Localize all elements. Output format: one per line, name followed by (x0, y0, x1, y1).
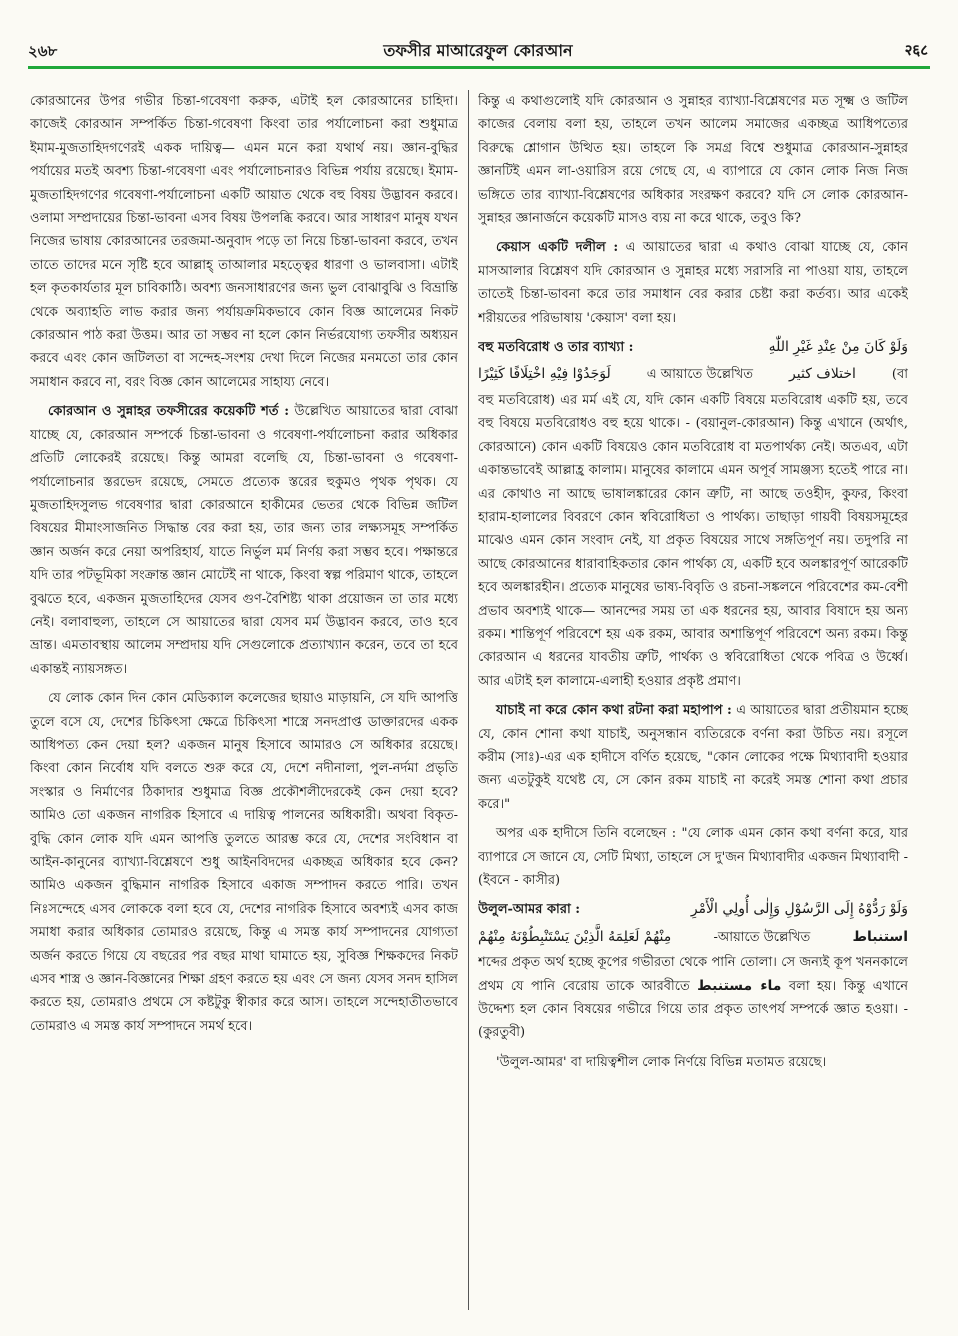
right-paragraph-2-body: এ আয়াতের দ্বারা এ কথাও বোঝা যাচ্ছে যে, কোন মাসআলার বিশ্লেষণ যদি কোরআন ও সুন্নাহর মধ্যে সরাসরি না পাওয়া যায়, তাহলে তাতেই চিন্তা-ভাবনা করে তার সমাধান বের করার চেষ্টা করা কর্তব্য। আর একেই শরীয়তের পরিভাষায় 'কেয়াস' বলা হয়। (478, 240, 908, 326)
arabic-verse-2a: وَلَوْ رَدُّوْهُ إِلَى الرَّسُوْلِ وَإِلٰى أُولِي الْأَمْرِ (690, 901, 908, 918)
verse-mid-text-2: -আয়াতে উল্লেখিত (713, 929, 811, 945)
running-title: তফসীর মাআরেফুল কোরআন (383, 41, 573, 60)
verse-row-1 (478, 336, 908, 359)
page-number-right: २६८ (904, 41, 928, 59)
left-column (30, 90, 458, 1310)
arabic-verse-2b: مِنْهُمْ لَعَلِمَهُ الَّذِيْنَ يَسْتَنْبِطُوْنَهُ مِنْهُمْ (478, 928, 672, 945)
heading-rumor: যাচাই না করে কোন কথা রটনা করা মহাপাপ : (496, 703, 732, 719)
right-paragraph-3: বহু মতবিরোধ) এর মর্ম এই যে, যদি কোন একটি বিষয়ে মতবিরোধ একটি হয়, তবে বহু বিষয়ে মতবিরোধও বহু হয়ে থাকে। - (বয়ানুল-কোরআন) কিন্তু এখানে (অর্থাৎ, কোরআনে) কোন একটি বিষয়েও কোন মতবিরোধ বা মতপার্থক্য নেই। অতএব, এটা একান্তভাবেই আল্লাহ্র কালাম। মানুষের কালামে এমন অপূর্ব সামঞ্জস্য হতেই পারে না। এর কোথাও না আছে ভাষালঙ্কারের কোন ত্রুটি, না আছে তওহীদ, কুফর, কিংবা হারাম-হালালের বিবরণে কোন স্ববিরোধিতা ও পার্থক্য। তাছাড়া গায়বী বিষয়সমূহের মাঝেও এমন কোন সংবাদ নেই, যা প্রকৃত বিষয়ের সাথে সঙ্গতিপূর্ণ নয়। তদুপরি না আছে কোরআনের ধারাবাহিকতার কোন পার্থক্য যে, একটি হবে অলঙ্কারপূর্ণ আরেকটি হবে অলঙ্কারহীন। প্রত্যেক মানুষের ভাষ্য-বিবৃতি ও রচনা-সঙ্কলনে পরিবেশের কম-বেশী প্রভাব অবশ্যই থাকে— আনন্দের সময় তা এক ধরনের হয়, আবার বিষাদে হয় অন্য রকম। শান্তিপূর্ণ পরিবেশে হয় এক রকম, আবার অশান্তিপূর্ণ পরিবেশে অন্য রকম। কিন্তু কোরআন এ ধরনের যাবতীয় ত্রুটি, পার্থক্য ও স্ববিরোধিতা থেকে পবিত্র ও উর্ধ্বে। আর এটাই হল কালামে-এলাহী হওয়ার প্রকৃষ্ট প্রমাণ। (478, 392, 908, 689)
right-paragraph-5: অপর এক হাদীসে তিনি বলেছেন : "যে লোক এমন কোন কথা বর্ণনা করে, যার ব্যাপারে সে জানে যে, সেটি মিথ্যা, তাহলে সে দু'জন মিথ্যাবাদীর একজন মিথ্যাবাদী - (ইবনে - কাসীর) (478, 826, 908, 888)
arabic-verse-1a: وَلَوْ كَانَ مِنْ عِنْدِ غَيْرِ اللّٰهِ (768, 339, 908, 356)
right-paragraph-6 (478, 951, 908, 1045)
right-paragraph-1: কিন্তু এ কথাগুলোই যদি কোরআন ও সুন্নাহর ব্যাখ্যা-বিশ্লেষণের মত সূক্ষ্ম ও জটিল কাজের বেলায় বলা হয়, তাহলে তখন আলেম সমাজের একচ্ছত্র আধিপত্যের বিরুদ্ধে শ্লোগান উত্থিত হয়। তাহলে কি সমগ্র বিশ্বে শুধুমাত্র কোরআন-সুন্নাহর জ্ঞানটিই এমন লা-ওয়ারিস রয়ে গেছে যে, এ ব্যাপারে যে কোন লোক নিজ নিজ ভঙ্গিতে তার ব্যাখ্যা-বিশ্লেষণের অধিকার সংরক্ষণ করবে? যদি সে লোক কোরআন-সুন্নাহর জ্ঞানার্জনে কয়েকটি মাসও ব্যয় না করে থাকে, তবুও কি? (478, 94, 908, 227)
header-rule (28, 66, 930, 69)
column-divider (468, 90, 469, 1310)
arabic-term-istinbat: استنباط (852, 928, 908, 945)
right-paragraph-2 (478, 236, 908, 330)
right-paragraph-6-end: বলা হয়। কিন্তু এখানে উদ্দেশ্য হল কোন বিষয়ের গভীরে গিয়ে তার প্রকৃত তাৎপর্য সম্পর্কে জ্ঞাত হওয়া। - (কুরতুবী) (478, 978, 908, 1041)
verse-row-2 (478, 363, 908, 386)
heading-disagreement: বহু মতবিরোধ ও তার ব্যাখ্যা : (478, 340, 634, 356)
heading-qiyas: কেয়াস একটি দলীল : (496, 240, 619, 256)
heading-ulul-amr: উলুল-আমর কারা : (478, 902, 581, 918)
verse-mid-text: এ আয়াতে উল্লেখিত (646, 367, 754, 383)
right-paragraph-4 (478, 699, 908, 816)
left-paragraph-1: কোরআনের উপর গভীর চিন্তা-গবেষণা করুক, এটাই হল কোরআনের চাহিদা। কাজেই কোরআন সম্পর্কিত চিন্তা-গবেষণা কিংবা তার পর্যালোচনা করা শুধুমাত্র ইমাম-মুজতাহিদগণেরই একক দায়িত্ব— এমন মনে করা যথার্থ নয়। জ্ঞান-বুদ্ধির পর্যায়ের মতই অবশ্য চিন্তা-গবেষণা এবং পর্যালোচনারও বিভিন্ন পর্যায় রয়েছে। ইমাম-মুজতাহিদগণের গবেষণা-পর্যালোচনা একটি আয়াত থেকে বহু বিষয় উদ্ভাবন করবে। ওলামা সম্প্রদায়ের চিন্তা-ভাবনা এসব বিষয় উপলব্ধি করবে। আর সাধারণ মানুষ যখন নিজের ভাষায় কোরআনের তরজমা-অনুবাদ পড়ে তা নিয়ে চিন্তা-ভাবনা করবে, তখন তাতে তাদের মনে সৃষ্টি হবে আল্লাহ্ তাআলার মহত্ত্বের ধারণা ও ভালবাসা। এটাই হল কৃতকার্যতার মূল চাবিকাঠি। অবশ্য জনসাধারণের জন্য ভুল বোঝাবুঝি ও বিভ্রান্তি থেকে অব্যাহতি লাভ করার জন্য পর্যায়ক্রমিকভাবে কোন বিজ্ঞ আলেমের নিকট কোরআন পাঠ করা উত্তম। আর তা সম্ভব না হলে কোন নির্ভরযোগ্য তফসীর অধ্যয়ন করবে এবং কোন জটিলতা বা সন্দেহ-সংশয় দেখা দিলে নিজের মনমতো তার কোন সমাধান করবে না, বরং বিজ্ঞ কোন আলেমের সাহায্য নেবে। (30, 94, 458, 390)
arabic-term-ikhtilaf: اختلاف كثير (789, 366, 856, 383)
verse-row-4 (478, 926, 908, 949)
page-number-left: ২৬৮ (28, 42, 58, 60)
verse-row-3 (478, 898, 908, 921)
right-paragraph-7: 'উলুল-আমর' বা দায়িত্বশীল লোক নির্ণয়ে বিভিন্ন মতামত রয়েছে। (496, 1054, 827, 1070)
left-paragraph-2 (30, 400, 458, 681)
arabic-verse-1b: لَوَجَدُوْا فِيْهِ اخْتِلَافًا كَثِيْرًا (478, 366, 611, 383)
arabic-term-maa-mustanbat: ماء مستنبط (697, 977, 782, 994)
left-paragraph-3: যে লোক কোন দিন কোন মেডিক্যাল কলেজের ছায়াও মাড়ায়নি, সে যদি আপত্তি তুলে বসে যে, দেশের চিকিৎসা ক্ষেত্রে চিকিৎসা শাস্ত্রে সনদপ্রাপ্ত ডাক্তারদের একক আধিপত্য কেন দেয়া হল? একজন মানুষ হিসাবে আমারও সে অধিকার রয়েছে। কিংবা কোন নির্বোধ যদি বলতে শুরু করে যে, দেশে নদীনালা, পুল-নর্দমা প্রভৃতি সংস্কার ও নির্মাণের ঠিকাদার শুধুমাত্র বিজ্ঞ প্রকৌশলীদেরকেই কেন দেয়া হবে? আমিও তো একজন নাগরিক হিসাবে এ দায়িত্ব পালনের অধিকারী। অথবা বিকৃত-বুদ্ধি কোন লোক যদি এমন আপত্তি তুলতে আরম্ভ করে যে, দেশের সংবিধান বা আইন-কানুনের ব্যাখ্যা-বিশ্লেষণে শুধু আইনবিদদের একচ্ছত্র অধিকার হবে কেন? আমিও একজন বুদ্ধিমান নাগরিক হিসাবে একাজ সম্পাদন করতে পারি। তখন নিঃসন্দেহে এসব লোককে বলা হবে যে, দেশের নাগরিক হিসাবে অবশ্যই এসব কাজ সমাধা করার অধিকার তোমারও রয়েছে, কিন্তু এ সমস্ত কার্য সম্পাদনের যোগ্যতা অর্জন করতে গিয়ে যে বছরের পর বছর মাথা ঘামাতে হয়, সুবিজ্ঞ শিক্ষকদের নিকট এসব শাস্ত্র ও জ্ঞান-বিজ্ঞানের শিক্ষা গ্রহণ করতে হয় এবং সে জন্য যেসব সনদ হাসিল করতে হয়, তোমরাও প্রথমে সে কষ্টটুকু স্বীকার করে আস। তাহলে সন্দেহাতীতভাবে তোমরাও এ সমস্ত কার্য সম্পাদনে সমর্থ হবে। (30, 691, 458, 1034)
heading-tafsir-conditions: কোরআন ও সুন্নাহর তফসীরের কয়েকটি শর্ত : (48, 404, 290, 420)
page-header (28, 38, 928, 66)
right-column (478, 90, 908, 1310)
right-paragraph-4-body: এ আয়াতের দ্বারা প্রতীয়মান হচ্ছে যে, কোন শোনা কথা যাচাই, অনুসন্ধান ব্যতিরেকে বর্ণনা করা উচিত নয়। রসূলে করীম (সাঃ)-এর এক হাদীসে বর্ণিত হয়েছে, "কোন লোকের পক্ষে মিথ্যাবাদী হওয়ার জন্য এতটুকুই যথেষ্ট যে, সে কোন রকম যাচাই না করেই সমস্ত শোনা কথা প্রচার করে।" (478, 703, 908, 812)
left-paragraph-2-body: উল্লেখিত আয়াতের দ্বারা বোঝা যাচ্ছে যে, কোরআন সম্পর্কে চিন্তা-ভাবনা ও গবেষণা-পর্যালোচনা করার অধিকার প্রতিটি লোকেরই রয়েছে। কিন্তু আমরা বলেছি যে, চিন্তা-ভাবনা ও গবেষণা-পর্যালোচনার স্তরভেদ রয়েছে, সেমতে প্রত্যেক স্তরের হুকুমও পৃথক পৃথক। যে মুজতাহিদসুলভ গবেষণার দ্বারা কোরআনে হাকীমের ভেতর থেকে বিভিন্ন জটিল বিষয়ের মীমাংসাজনিত সিদ্ধান্ত বের করা হয়, তার জন্য তার লক্ষ্যসমূহ সম্পর্কিত জ্ঞান অর্জন করে নেয়া অপরিহার্য, যাতে নির্ভুল মর্ম নির্ণয় করা সম্ভব হবে। পক্ষান্তরে যদি তার পটভূমিকা সংক্রান্ত জ্ঞান মোটেই না থাকে, কিংবা স্বল্প পরিমাণ থাকে, তাহলে বুঝতে হবে, একজন মুজতাহিদের যেসব গুণ-বৈশিষ্ট্য থাকা প্রয়োজন তা তার মধ্যে নেই। বলাবাহুল্য, তাহলে সে আয়াতের দ্বারা যেসব মর্ম উদ্ভাবন করবে, তাও হবে ভ্রান্ত। এমতাবস্থায় আলেম সম্প্রদায় যদি সেগুলোকে প্রত্যাখ্যান করেন, তবে তা হবে একান্তই ন্যায়সঙ্গত। (30, 404, 458, 677)
verse-end-text: (বা (891, 367, 908, 383)
right-paragraph-6-body: শব্দের প্রকৃত অর্থ হচ্ছে কূপের গভীরতা থেকে পানি তোলা। সে জন্যই কূপ খননকালে প্রথম যে পানি বেরোয় তাকে আরবীতে (478, 955, 908, 994)
